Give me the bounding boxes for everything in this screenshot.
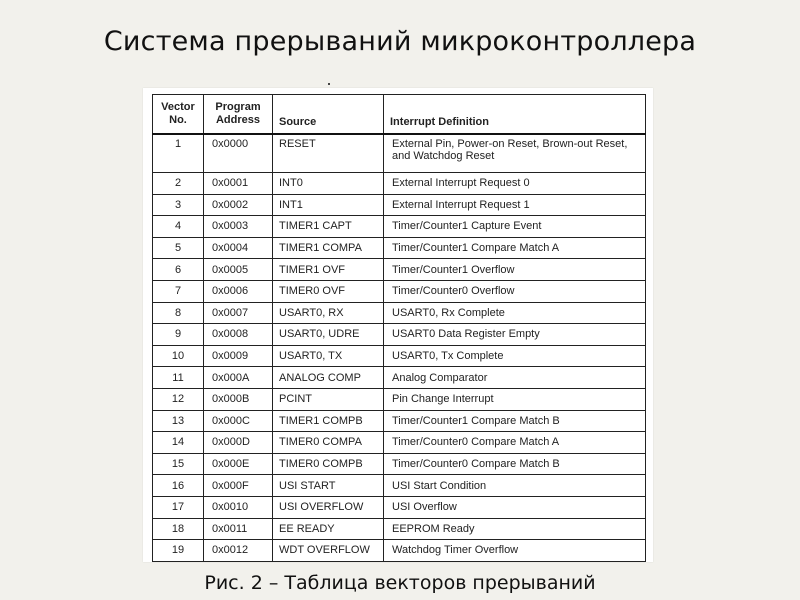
table-row: [153, 280, 646, 302]
cell-vector-no: 17: [153, 496, 204, 518]
cell-source: USI OVERFLOW: [273, 496, 384, 518]
cell-source: USART0, TX: [273, 345, 384, 367]
cell-vector-no: 16: [153, 475, 204, 497]
cell-interrupt-definition: Watchdog Timer Overflow: [384, 540, 646, 562]
stray-dot: [328, 83, 330, 85]
cell-source: RESET: [273, 134, 384, 173]
table-row: [153, 367, 646, 389]
cell-program-address: 0x0000: [204, 134, 273, 173]
cell-interrupt-definition: Timer/Counter1 Compare Match B: [384, 410, 646, 432]
cell-source: TIMER1 COMPB: [273, 410, 384, 432]
cell-interrupt-definition: External Interrupt Request 0: [384, 173, 646, 195]
cell-source: TIMER1 COMPA: [273, 237, 384, 259]
cell-vector-no: 5: [153, 237, 204, 259]
cell-vector-no: 8: [153, 302, 204, 324]
table-row: [153, 345, 646, 367]
cell-program-address: 0x0002: [204, 194, 273, 216]
cell-vector-no: 15: [153, 453, 204, 475]
cell-interrupt-definition: Timer/Counter0 Compare Match A: [384, 432, 646, 454]
cell-program-address: 0x000C: [204, 410, 273, 432]
table-row: [153, 388, 646, 410]
cell-vector-no: 10: [153, 345, 204, 367]
cell-source: USI START: [273, 475, 384, 497]
table-row: [153, 453, 646, 475]
cell-interrupt-definition: Timer/Counter0 Overflow: [384, 280, 646, 302]
cell-program-address: 0x0009: [204, 345, 273, 367]
cell-source: INT0: [273, 173, 384, 195]
interrupt-vector-table-figure: [143, 88, 653, 562]
cell-program-address: 0x0004: [204, 237, 273, 259]
cell-program-address: 0x0001: [204, 173, 273, 195]
cell-program-address: 0x0006: [204, 280, 273, 302]
cell-source: TIMER1 OVF: [273, 259, 384, 281]
table-row: [153, 237, 646, 259]
cell-interrupt-definition: Analog Comparator: [384, 367, 646, 389]
table-body: [153, 134, 646, 561]
cell-vector-no: 2: [153, 173, 204, 195]
cell-source: ANALOG COMP: [273, 367, 384, 389]
cell-source: WDT OVERFLOW: [273, 540, 384, 562]
cell-interrupt-definition: USI Overflow: [384, 496, 646, 518]
cell-interrupt-definition: Timer/Counter1 Capture Event: [384, 216, 646, 238]
table-row: [153, 302, 646, 324]
cell-interrupt-definition: USART0 Data Register Empty: [384, 324, 646, 346]
header-source: Source: [273, 95, 384, 135]
table-row: [153, 410, 646, 432]
table-row: [153, 194, 646, 216]
cell-interrupt-definition: Pin Change Interrupt: [384, 388, 646, 410]
interrupt-vector-table: [152, 94, 646, 562]
cell-program-address: 0x000F: [204, 475, 273, 497]
cell-program-address: 0x0005: [204, 259, 273, 281]
figure-caption: Рис. 2 – Таблица векторов прерываний: [204, 572, 596, 594]
table-row: [153, 134, 646, 173]
cell-vector-no: 13: [153, 410, 204, 432]
cell-program-address: 0x000E: [204, 453, 273, 475]
cell-vector-no: 18: [153, 518, 204, 540]
table-row: [153, 540, 646, 562]
table-row: [153, 324, 646, 346]
cell-program-address: 0x0008: [204, 324, 273, 346]
cell-source: USART0, RX: [273, 302, 384, 324]
cell-source: TIMER0 COMPA: [273, 432, 384, 454]
table-row: [153, 496, 646, 518]
cell-program-address: 0x000D: [204, 432, 273, 454]
cell-vector-no: 4: [153, 216, 204, 238]
cell-program-address: 0x0003: [204, 216, 273, 238]
cell-vector-no: 1: [153, 134, 204, 173]
header-program-address: Program Address: [204, 95, 273, 135]
table-row: [153, 518, 646, 540]
table-row: [153, 173, 646, 195]
cell-vector-no: 6: [153, 259, 204, 281]
cell-program-address: 0x0011: [204, 518, 273, 540]
cell-program-address: 0x0010: [204, 496, 273, 518]
cell-interrupt-definition: External Interrupt Request 1: [384, 194, 646, 216]
cell-interrupt-definition: Timer/Counter1 Compare Match A: [384, 237, 646, 259]
cell-interrupt-definition: USI Start Condition: [384, 475, 646, 497]
cell-program-address: 0x000B: [204, 388, 273, 410]
cell-vector-no: 9: [153, 324, 204, 346]
cell-source: PCINT: [273, 388, 384, 410]
table-row: [153, 216, 646, 238]
cell-program-address: 0x0012: [204, 540, 273, 562]
cell-source: INT1: [273, 194, 384, 216]
table-header-row: [153, 95, 646, 135]
cell-interrupt-definition: External Pin, Power-on Reset, Brown-out Reset, and Watchdog Reset: [384, 134, 646, 173]
cell-vector-no: 14: [153, 432, 204, 454]
cell-source: EE READY: [273, 518, 384, 540]
slide-title: Система прерываний микроконтроллера: [103, 26, 697, 57]
cell-program-address: 0x0007: [204, 302, 273, 324]
table-row: [153, 432, 646, 454]
header-interrupt-definition: Interrupt Definition: [384, 95, 646, 135]
header-vector-no: Vector No.: [153, 95, 204, 135]
cell-source: USART0, UDRE: [273, 324, 384, 346]
cell-vector-no: 7: [153, 280, 204, 302]
cell-interrupt-definition: Timer/Counter0 Compare Match B: [384, 453, 646, 475]
cell-interrupt-definition: USART0, Tx Complete: [384, 345, 646, 367]
cell-vector-no: 3: [153, 194, 204, 216]
cell-source: TIMER1 CAPT: [273, 216, 384, 238]
table-row: [153, 259, 646, 281]
table-row: [153, 475, 646, 497]
cell-program-address: 0x000A: [204, 367, 273, 389]
cell-source: TIMER0 OVF: [273, 280, 384, 302]
cell-interrupt-definition: Timer/Counter1 Overflow: [384, 259, 646, 281]
cell-interrupt-definition: EEPROM Ready: [384, 518, 646, 540]
cell-vector-no: 12: [153, 388, 204, 410]
cell-source: TIMER0 COMPB: [273, 453, 384, 475]
cell-vector-no: 11: [153, 367, 204, 389]
cell-vector-no: 19: [153, 540, 204, 562]
cell-interrupt-definition: USART0, Rx Complete: [384, 302, 646, 324]
